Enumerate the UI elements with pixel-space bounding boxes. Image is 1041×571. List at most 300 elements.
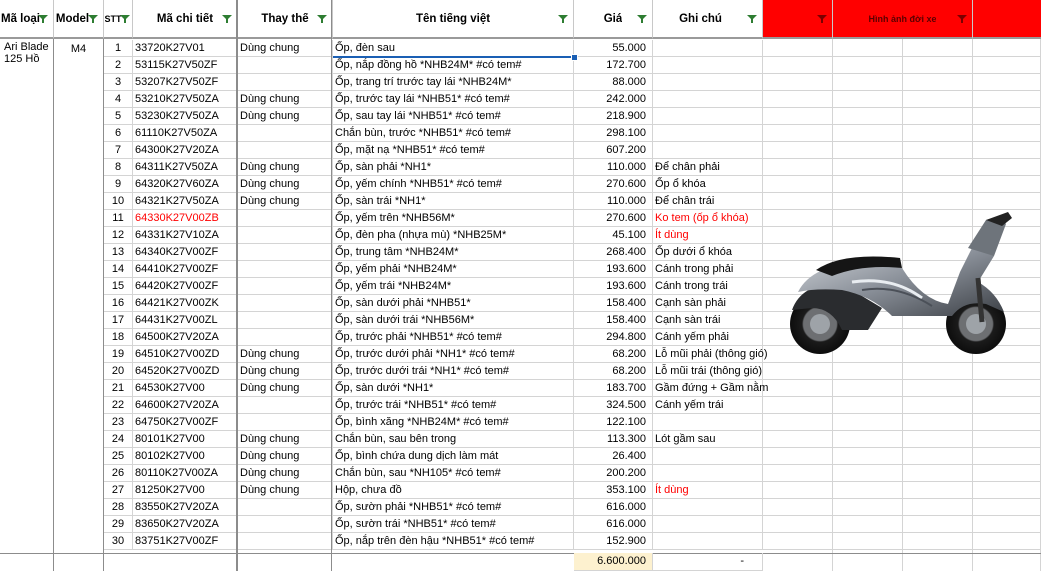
cell-stt[interactable]: 4 [104,91,133,108]
cell-code[interactable]: 64510K27V00ZD [133,346,238,363]
cell-replace[interactable] [238,516,333,533]
cell-stt[interactable]: 21 [104,380,133,397]
cell-empty[interactable] [763,397,833,414]
cell-empty[interactable] [903,159,973,176]
cell-code[interactable]: 64600K27V20ZA [133,397,238,414]
cell-price[interactable]: 270.600 [574,176,653,193]
cell-empty[interactable] [763,159,833,176]
cell-empty[interactable] [903,465,973,482]
cell-name[interactable]: Ốp, trung tâm *NHB24M* [333,244,574,261]
cell-code[interactable]: 64331K27V10ZA [133,227,238,244]
header-label: Hình ảnh đời xe [868,13,937,24]
cell-name[interactable]: Ốp, sườn phải *NHB51* #có tem# [333,499,574,516]
cell-name[interactable]: Ốp, sau tay lái *NHB51* #có tem# [333,108,574,125]
cell-stt[interactable]: 15 [104,278,133,295]
cell-empty[interactable] [973,533,1041,550]
cell-stt[interactable]: 18 [104,329,133,346]
cell-note[interactable]: Ít dùng [653,227,763,244]
cell-note[interactable]: Gầm đứng + Gầm nằm [653,380,763,397]
cell-price[interactable]: 26.400 [574,448,653,465]
cell-empty[interactable] [973,142,1041,159]
cell-code[interactable]: 53115K27V50ZF [133,57,238,74]
cell-replace[interactable] [238,227,333,244]
cell-note[interactable]: Để chân trái [653,193,763,210]
cell-empty[interactable] [903,499,973,516]
cell-name[interactable]: Chắn bùn, sau bên trong [333,431,574,448]
cell-replace[interactable] [238,329,333,346]
header-ten-tieng-viet[interactable] [333,0,574,39]
cell-empty[interactable] [973,176,1041,193]
cell-stt[interactable]: 29 [104,516,133,533]
cell-empty[interactable] [763,363,833,380]
cell-price[interactable]: 193.600 [574,278,653,295]
cell-price[interactable]: 68.200 [574,363,653,380]
total-price[interactable]: 6.600.000 [574,553,653,571]
cell-code[interactable]: 33720K27V01 [133,40,238,57]
cell-empty[interactable] [973,414,1041,431]
cell-replace[interactable]: Dùng chung [238,159,333,176]
cell-empty[interactable] [763,465,833,482]
cell-price[interactable]: 45.100 [574,227,653,244]
cell-price[interactable]: 200.200 [574,465,653,482]
cell-note[interactable]: Ốp dưới ổ khóa [653,244,763,261]
cell-empty[interactable] [833,482,903,499]
cell-empty[interactable] [903,176,973,193]
cell-replace[interactable]: Dùng chung [238,380,333,397]
filter-icon[interactable] [222,13,232,23]
cell-replace[interactable] [238,244,333,261]
cell-replace[interactable] [238,295,333,312]
cell-empty[interactable] [763,74,833,91]
cell-price[interactable]: 218.900 [574,108,653,125]
cell-replace[interactable]: Dùng chung [238,431,333,448]
cell-code[interactable]: 53210K27V50ZA [133,91,238,108]
filter-icon[interactable] [120,13,130,23]
cell-note[interactable] [653,40,763,57]
cell-empty[interactable] [833,448,903,465]
cell-empty[interactable] [973,74,1041,91]
cell-empty[interactable] [973,363,1041,380]
header-hinh-anh-blank[interactable] [763,0,833,39]
cell-empty[interactable] [903,516,973,533]
cell-empty[interactable] [763,57,833,74]
cell-empty[interactable] [903,108,973,125]
cell-price[interactable]: 193.600 [574,261,653,278]
cell-code[interactable]: 83751K27V00ZF [133,533,238,550]
cell-empty[interactable] [973,431,1041,448]
cell-replace[interactable] [238,533,333,550]
row-border [0,553,1041,554]
cell-empty[interactable] [973,380,1041,397]
cell-stt[interactable]: 9 [104,176,133,193]
cell-replace[interactable]: Dùng chung [238,91,333,108]
cell-empty[interactable] [833,397,903,414]
cell-price[interactable]: 172.700 [574,57,653,74]
cell-empty[interactable] [763,380,833,397]
header-hinh-anh[interactable] [833,0,973,39]
filter-icon[interactable] [88,13,98,23]
cell-empty[interactable] [833,176,903,193]
cell-stt[interactable]: 20 [104,363,133,380]
cell-stt[interactable]: 30 [104,533,133,550]
cell-empty[interactable] [833,142,903,159]
cell-empty[interactable] [763,125,833,142]
cell-empty[interactable] [903,533,973,550]
cell-replace[interactable] [238,414,333,431]
cell-empty[interactable] [833,159,903,176]
cell-stt[interactable]: 1 [104,40,133,57]
cell-replace[interactable]: Dùng chung [238,193,333,210]
cell-stt[interactable]: 26 [104,465,133,482]
cell-note[interactable] [653,91,763,108]
cell-replace[interactable] [238,312,333,329]
cell-note[interactable] [653,414,763,431]
header-ma-chi-tiet[interactable] [133,0,238,39]
cell-empty[interactable] [833,74,903,91]
cell-empty[interactable] [903,40,973,57]
cell-empty[interactable] [903,125,973,142]
cell-empty[interactable] [903,431,973,448]
cell-note[interactable]: Cạnh sàn phải [653,295,763,312]
cell-note[interactable]: Cánh yếm phải [653,329,763,346]
cell-note[interactable]: Cánh trong trái [653,278,763,295]
cell-stt[interactable]: 7 [104,142,133,159]
filter-icon[interactable] [957,13,967,23]
header-label: Mã loại [1,12,40,25]
cell-empty[interactable] [833,414,903,431]
cell-price[interactable]: 110.000 [574,159,653,176]
cell-note[interactable]: Ít dùng [653,482,763,499]
cell-empty[interactable] [763,499,833,516]
cell-empty[interactable] [763,482,833,499]
cell-stt[interactable]: 24 [104,431,133,448]
cell-replace[interactable] [238,261,333,278]
cell-empty[interactable] [903,91,973,108]
filter-icon[interactable] [317,13,327,23]
cell-note[interactable]: Để chân phải [653,159,763,176]
cell-replace[interactable]: Dùng chung [238,465,333,482]
cell-price[interactable]: 298.100 [574,125,653,142]
cell-stt[interactable]: 23 [104,414,133,431]
cell-empty[interactable] [763,91,833,108]
cell-stt[interactable]: 10 [104,193,133,210]
ma-loai-value: Ari Blade 125 Hồ [4,41,49,65]
cell-note[interactable] [653,533,763,550]
cell-replace[interactable] [238,125,333,142]
cell-name[interactable]: Ốp, sàn dưới trái *NHB56M* [333,312,574,329]
cell-price[interactable]: 183.700 [574,380,653,397]
cell-empty[interactable] [903,397,973,414]
cell-replace[interactable]: Dùng chung [238,176,333,193]
cell-empty[interactable] [763,533,833,550]
cell-name[interactable]: Chắn bùn, sau *NH105* #có tem# [333,465,574,482]
header-gia[interactable] [574,0,653,39]
cell-selection [333,56,574,58]
cell-empty[interactable] [763,108,833,125]
cell-stt[interactable]: 3 [104,74,133,91]
cell-name[interactable]: Ốp, đèn sau [333,40,574,57]
cell-code[interactable]: 64530K27V00 [133,380,238,397]
cell-note[interactable] [653,108,763,125]
cell-name[interactable]: Ốp, yếm phải *NHB24M* [333,261,574,278]
cell-replace[interactable] [238,142,333,159]
cell-model[interactable] [54,39,104,554]
cell-empty[interactable] [833,193,903,210]
cell-note[interactable] [653,499,763,516]
cell-name[interactable]: Ốp, yếm chính *NHB51* #có tem# [333,176,574,193]
cell-name[interactable]: Ốp, trang trí trước tay lái *NHB24M* [333,74,574,91]
cell-price[interactable]: 616.000 [574,516,653,533]
cell-name[interactable]: Ốp, trước tay lái *NHB51* #có tem# [333,91,574,108]
cell-empty[interactable] [833,499,903,516]
cell-stt[interactable]: 2 [104,57,133,74]
cell-empty[interactable] [833,380,903,397]
cell-note[interactable]: Cánh yếm trái [653,397,763,414]
cell-empty[interactable] [763,193,833,210]
cell-name[interactable]: Chắn bùn, trước *NHB51* #có tem# [333,125,574,142]
header-thay-the[interactable] [238,0,333,39]
header-hinh-anh-end [973,0,1041,39]
cell-note[interactable]: Lỗ mũi phải (thông gió) [653,346,763,363]
cell-note[interactable] [653,448,763,465]
cell-code[interactable]: 64410K27V00ZF [133,261,238,278]
cell-empty[interactable] [833,516,903,533]
cell-code[interactable]: 80101K27V00 [133,431,238,448]
cell-note[interactable]: Cánh trong phải [653,261,763,278]
cell-ma-loai[interactable] [0,39,54,554]
cell-replace[interactable]: Dùng chung [238,448,333,465]
cell-replace[interactable] [238,278,333,295]
cell-replace[interactable]: Dùng chung [238,482,333,499]
cell-name[interactable]: Hộp, chưa đồ [333,482,574,499]
cell-empty[interactable] [973,397,1041,414]
cell-name[interactable]: Ốp, bình xăng *NHB24M* #có tem# [333,414,574,431]
filter-icon[interactable] [817,13,827,23]
cell-empty[interactable] [973,193,1041,210]
cell-price[interactable]: 270.600 [574,210,653,227]
cell-code[interactable]: 64321K27V50ZA [133,193,238,210]
cell-empty[interactable] [763,516,833,533]
cell-code[interactable]: 64421K27V00ZK [133,295,238,312]
cell-note[interactable] [653,74,763,91]
header-ma-loai[interactable] [0,0,54,39]
cell-price[interactable]: 88.000 [574,74,653,91]
cell-name[interactable]: Ốp, yếm trên *NHB56M* [333,210,574,227]
cell-empty[interactable] [973,91,1041,108]
cell-replace[interactable] [238,499,333,516]
cell-note[interactable]: Cạnh sàn trái [653,312,763,329]
cell-stt[interactable]: 16 [104,295,133,312]
cell-empty[interactable] [903,193,973,210]
cell-stt[interactable]: 14 [104,261,133,278]
cell-code[interactable]: 83550K27V20ZA [133,499,238,516]
cell-price[interactable]: 242.000 [574,91,653,108]
cell-stt[interactable]: 17 [104,312,133,329]
cell-code[interactable]: 53207K27V50ZF [133,74,238,91]
filter-icon[interactable] [558,13,568,23]
cell-code[interactable]: 64300K27V20ZA [133,142,238,159]
cell-price[interactable]: 268.400 [574,244,653,261]
cell-note[interactable] [653,57,763,74]
cell-name[interactable]: Ốp, trước dưới phải *NH1* #có tem# [333,346,574,363]
cell-stt[interactable]: 19 [104,346,133,363]
column-border [103,39,104,571]
header-label: Thay thế [261,12,309,25]
cell-empty[interactable] [973,159,1041,176]
cell-empty[interactable] [763,431,833,448]
cell-empty[interactable] [903,448,973,465]
cell-code[interactable]: 80110K27V00ZA [133,465,238,482]
cell-name[interactable]: Ốp, sàn dưới phải *NHB51* [333,295,574,312]
cell-stt[interactable]: 11 [104,210,133,227]
cell-code[interactable]: 64520K27V00ZD [133,363,238,380]
cell-code[interactable]: 83650K27V20ZA [133,516,238,533]
cell-replace[interactable]: Dùng chung [238,363,333,380]
cell-code[interactable]: 64340K27V00ZF [133,244,238,261]
cell-note[interactable] [653,516,763,533]
cell-code[interactable]: 64420K27V00ZF [133,278,238,295]
header-label: Ghi chú [679,12,722,25]
cell-stt[interactable]: 8 [104,159,133,176]
cell-name[interactable]: Ốp, mặt nạ *NHB51* #có tem# [333,142,574,159]
cell-stt[interactable]: 12 [104,227,133,244]
cell-empty[interactable] [833,91,903,108]
cell-code[interactable]: 80102K27V00 [133,448,238,465]
cell-price[interactable]: 294.800 [574,329,653,346]
cell-empty[interactable] [973,108,1041,125]
cell-name[interactable]: Ốp, trước trái *NHB51* #có tem# [333,397,574,414]
cell-replace[interactable]: Dùng chung [238,40,333,57]
cell-price[interactable]: 55.000 [574,40,653,57]
cell-stt[interactable]: 5 [104,108,133,125]
cell-price[interactable]: 616.000 [574,499,653,516]
cell-name[interactable]: Ốp, yếm trái *NHB24M* [333,278,574,295]
cell-replace[interactable] [238,57,333,74]
header-model[interactable] [54,0,104,39]
cell-price[interactable]: 353.100 [574,482,653,499]
header-label: Mã chi tiết [156,12,214,25]
cell-empty[interactable] [763,40,833,57]
cell-empty[interactable] [833,125,903,142]
cell-empty[interactable] [903,414,973,431]
cell-price[interactable]: 113.300 [574,431,653,448]
header-ghi-chu[interactable] [653,0,763,39]
cell-price[interactable]: 152.900 [574,533,653,550]
cell-empty[interactable] [973,499,1041,516]
cell-code[interactable]: 64750K27V00ZF [133,414,238,431]
cell-empty[interactable] [833,40,903,57]
cell-note[interactable]: Lỗ mũi trái (thông gió) [653,363,763,380]
cell-empty[interactable] [903,57,973,74]
cell-empty[interactable] [763,176,833,193]
cell-name[interactable]: Ốp, sàn dưới *NH1* [333,380,574,397]
cell-name[interactable]: Ốp, đèn pha (nhựa mù) *NHB25M* [333,227,574,244]
cell-note[interactable]: Ốp ổ khóa [653,176,763,193]
cell-empty[interactable] [903,363,973,380]
cell-stt[interactable]: 6 [104,125,133,142]
header-stt[interactable] [104,0,133,39]
cell-empty[interactable] [903,482,973,499]
cell-name[interactable]: Ốp, sàn trái *NH1* [333,193,574,210]
cell-empty[interactable] [903,142,973,159]
cell-name[interactable]: Ốp, nắp trên đèn hậu *NHB51* #có tem# [333,533,574,550]
cell-empty[interactable] [973,482,1041,499]
cell-price[interactable]: 68.200 [574,346,653,363]
cell-replace[interactable] [238,210,333,227]
cell-code[interactable]: 64431K27V00ZL [133,312,238,329]
cell-stt[interactable]: 22 [104,397,133,414]
cell-code[interactable]: 64311K27V50ZA [133,159,238,176]
cell-name[interactable]: Ốp, nắp đồng hồ *NHB24M* #có tem# [333,57,574,74]
cell-code[interactable]: 64320K27V60ZA [133,176,238,193]
cell-empty[interactable] [973,465,1041,482]
header-label: Tên tiếng việt [415,12,491,25]
cell-price[interactable]: 607.200 [574,142,653,159]
cell-note[interactable]: Lót gầm sau [653,431,763,448]
cell-empty[interactable] [833,108,903,125]
fill-handle[interactable] [571,54,578,61]
cell-empty[interactable] [833,57,903,74]
cell-stt[interactable]: 28 [104,499,133,516]
cell-price[interactable]: 122.100 [574,414,653,431]
cell-empty[interactable] [973,40,1041,57]
cell-empty[interactable] [973,448,1041,465]
cell-replace[interactable] [238,397,333,414]
cell-empty[interactable] [833,363,903,380]
cell-stt[interactable]: 25 [104,448,133,465]
cell-name[interactable]: Ốp, trước dưới trái *NH1* #có tem# [333,363,574,380]
cell-empty[interactable] [973,125,1041,142]
cell-empty[interactable] [763,142,833,159]
cell-empty[interactable] [973,516,1041,533]
filter-icon[interactable] [38,13,48,23]
cell-code[interactable]: 61110K27V50ZA [133,125,238,142]
cell-replace[interactable]: Dùng chung [238,346,333,363]
cell-note[interactable]: Ko tem (ốp ổ khóa) [653,210,763,227]
cell-stt[interactable]: 27 [104,482,133,499]
cell-empty[interactable] [833,465,903,482]
cell-empty[interactable] [903,380,973,397]
total-dash[interactable]: - [653,553,763,571]
cell-name[interactable]: Ốp, sườn trái *NHB51* #có tem# [333,516,574,533]
cell-price[interactable]: 324.500 [574,397,653,414]
cell-code[interactable]: 64500K27V20ZA [133,329,238,346]
cell-empty[interactable] [833,533,903,550]
cell-empty[interactable] [763,448,833,465]
cell-name[interactable]: Ốp, trước phải *NHB51* #có tem# [333,329,574,346]
cell-code[interactable]: 64330K27V00ZB [133,210,238,227]
cell-note[interactable] [653,125,763,142]
cell-price[interactable]: 158.400 [574,312,653,329]
cell-empty[interactable] [973,57,1041,74]
cell-price[interactable]: 110.000 [574,193,653,210]
cell-empty[interactable] [903,74,973,91]
cell-name[interactable]: Ốp, bình chứa dung dịch làm mát [333,448,574,465]
cell-empty[interactable] [833,431,903,448]
cell-stt[interactable]: 13 [104,244,133,261]
cell-note[interactable] [653,465,763,482]
cell-replace[interactable]: Dùng chung [238,108,333,125]
cell-replace[interactable] [238,74,333,91]
cell-code[interactable]: 81250K27V00 [133,482,238,499]
filter-icon[interactable] [637,13,647,23]
cell-note[interactable] [653,142,763,159]
cell-name[interactable]: Ốp, sàn phải *NH1* [333,159,574,176]
cell-code[interactable]: 53230K27V50ZA [133,108,238,125]
cell-price[interactable]: 158.400 [574,295,653,312]
cell-empty[interactable] [763,414,833,431]
filter-icon[interactable] [747,13,757,23]
